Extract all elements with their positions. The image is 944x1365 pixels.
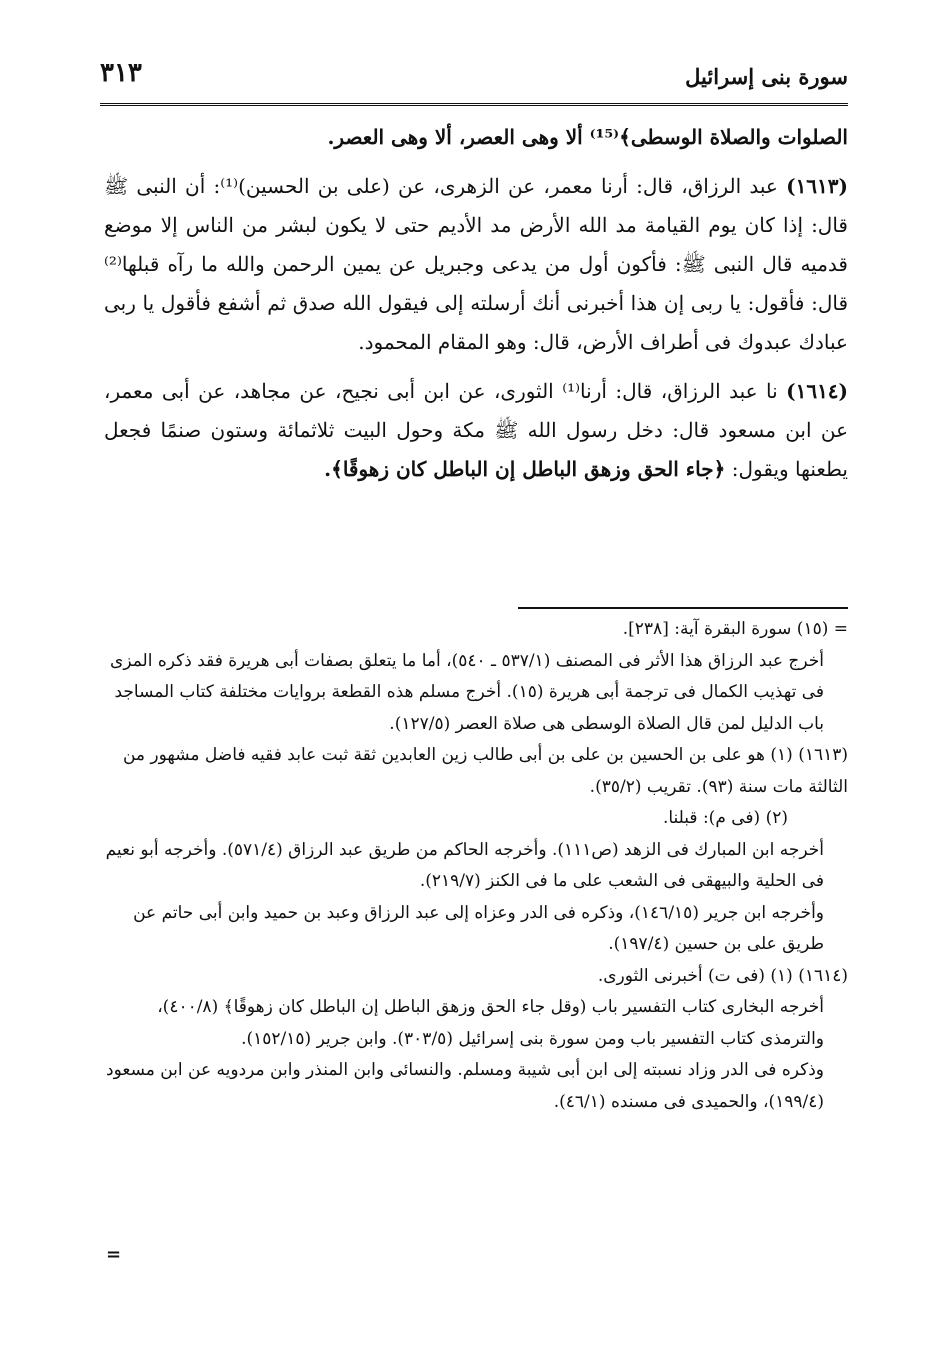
footnotes xyxy=(104,614,848,1118)
page-header xyxy=(100,58,848,98)
footnote-1614-takhrij-2: وذكره فى الدر وزاد نسبته إلى ابن أبى شيبة ومسلم. والنسائى وابن المنذر وابن مردويه عن ابن مسعود (١٩٩/٤)، والحميدى فى مسنده (٤٦/١). xyxy=(106,1060,824,1112)
footnote-1614-takhrij-1: أخرجه البخارى كتاب التفسير باب (وقل جاء الحق وزهق الباطل إن الباطل كان زهوقًا﴾ (٤٠٠/٨)، والترمذى كتاب التفسير باب ومن سورة بنى إسرائيل (٣٠٣/٥). وابن جرير (١٥٢/١٥). xyxy=(157,997,824,1049)
main-text xyxy=(104,118,848,489)
footnote-1613-2: (٢) (فى م): قبلنا. xyxy=(662,808,788,828)
hadith-1614 xyxy=(104,372,848,489)
header-rule xyxy=(100,103,848,106)
hadith-number: (١٦١٣) xyxy=(786,174,848,198)
footnote-15-head: = (١٥) سورة البقرة آية: [٢٣٨]. xyxy=(622,619,848,639)
hadith-text: عبد الرزاق، قال: أرنا معمر، عن الزهرى، عن (على بن الحسين)⁽¹⁾: أن النبى ﷺ قال: إذا كان يوم القيامة مد الله الأرض مد الأديم حتى لا يكون لبشر من الناس إلا موضع قدميه قال النبى ﷺ: فأكون أول من يدعى وجبريل عن يمين الرحمن والله ما رآه قبلها⁽²⁾ قال: فأقول: يا ربى إن هذا أخبرنى أنك أرسلته إلى فيقول الله صدق ثم أشفع فأقول يا ربى عبادك عبدوك فى أطراف الأرض، قال: وهو المقام المحمود. xyxy=(104,174,848,354)
footnote-1613-1: (١٦١٣) (١) هو على بن الحسين بن على بن أبى طالب زين العابدين ثقة ثبت عابد فقيه فاضل مشهور من الثالثة مات سنة (٩٣). تقريب (٣٥/٢). xyxy=(122,745,848,797)
footnote-1614-1: (١٦١٤) (١) (فى ت) أخبرنى الثورى. xyxy=(597,965,848,986)
footnote-separator xyxy=(518,607,848,609)
continuation-mark: = xyxy=(106,1244,122,1265)
footnote-15-body: أخرج عبد الرزاق هذا الأثر فى المصنف (٥٣٧/١ ـ ٥٤٠)، أما ما يتعلق بصفات أبى هريرة فقد ذكره المزى فى تهذيب الكمال فى ترجمة أبى هريرة (١٥). أخرج مسلم هذه القطعة بروايات مختلفة كتاب المساجد باب الدليل لمن قال الصلاة الوسطى هى صلاة العصر (١٢٧/٥). xyxy=(110,650,824,734)
hadith-text: نا عبد الرزاق، قال: أرنا⁽¹⁾ الثورى، عن ابن أبى نجيح، عن مجاهد، عن أبى معمر، عن ابن مسعود قال: دخل رسول الله ﷺ مكة وحول البيت ثلاثمائة وستون صنمًا فجعل يطعنها ويقول: xyxy=(104,379,848,481)
hadith-1613 xyxy=(104,167,848,362)
page-number: ٣١٣ xyxy=(100,58,142,88)
verse-continuation: الصلوات والصلاة الوسطى﴾⁽¹⁵⁾ ألا وهى العصر، ألا وهى العصر. xyxy=(327,125,848,149)
running-title: سورة بنى إسرائيل xyxy=(685,64,848,89)
hadith-number: (١٦١٤) xyxy=(786,379,849,403)
footnote-1613-takhrij-2: وأخرجه ابن جرير (١٤٦/١٥)، وذكره فى الدر وعزاه إلى عبد الرزاق وعبد بن حميد وابن أبى حاتم عن طريق على بن حسين (١٩٧/٤). xyxy=(133,902,824,954)
quran-quote: ﴿جاء الحق وزهق الباطل إن الباطل كان زهوقًا﴾. xyxy=(324,457,726,481)
footnote-1613-takhrij-1: أخرجه ابن المبارك فى الزهد (ص١١١). وأخرجه الحاكم من طريق عبد الرزاق (٥٧١/٤). وأخرجه أبو نعيم فى الحلية والبيهقى فى الشعب على ما فى الكنز (٢١٩/٧). xyxy=(105,839,824,891)
